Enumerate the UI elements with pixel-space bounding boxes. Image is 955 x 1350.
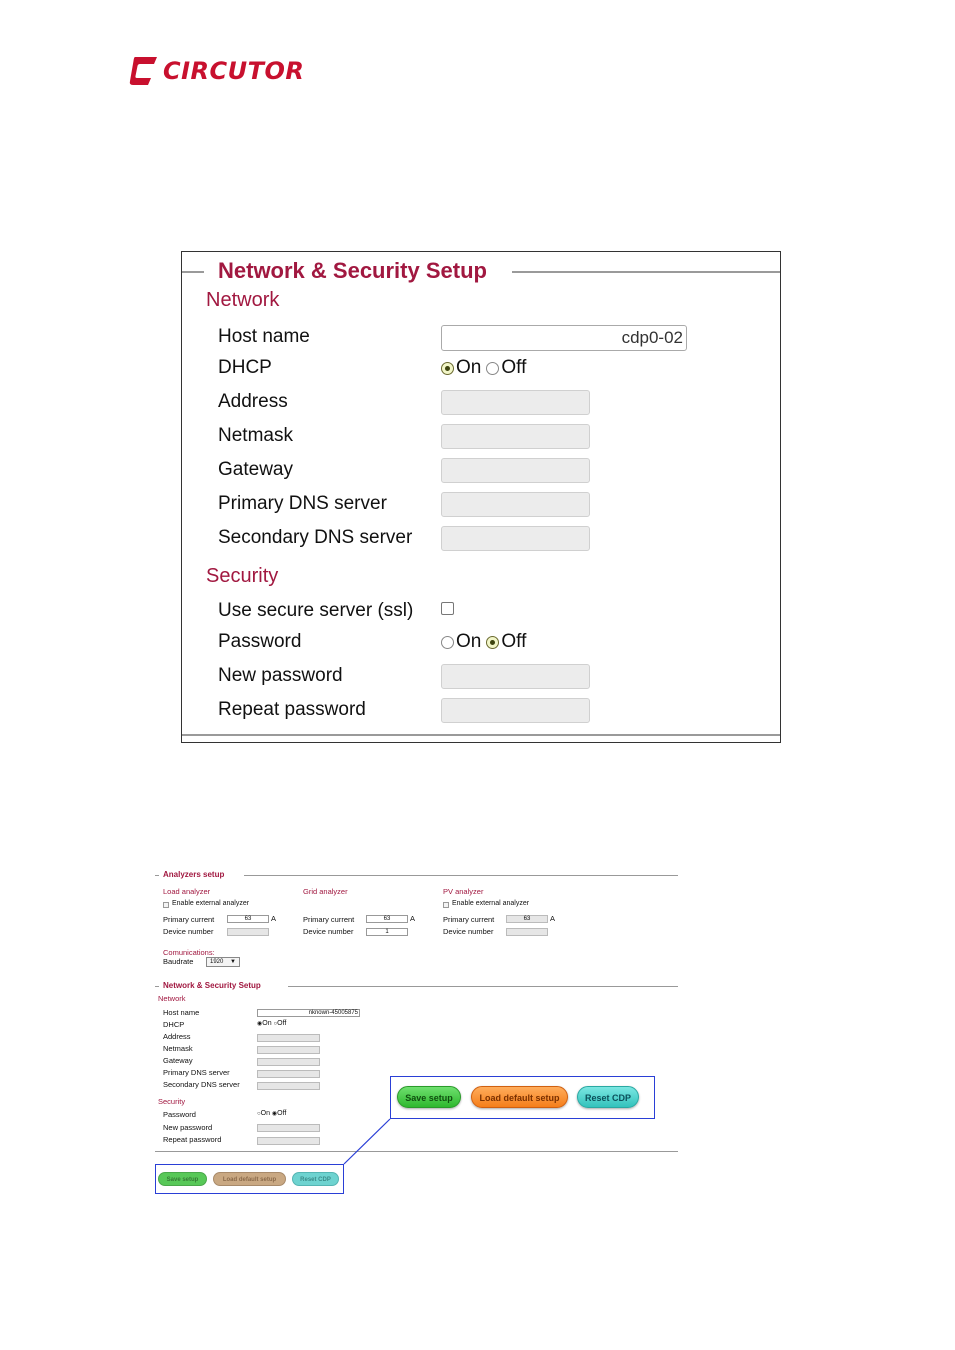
- pv-device-number-input[interactable]: [506, 928, 548, 936]
- netmask-label: Netmask: [218, 425, 293, 446]
- communications-heading: Comunications:: [163, 948, 215, 957]
- address-input[interactable]: [441, 390, 590, 415]
- small-gateway-input[interactable]: [257, 1058, 320, 1066]
- small-reset-cdp-button[interactable]: Reset CDP: [292, 1172, 339, 1186]
- dhcp-radio-group: [441, 357, 526, 379]
- gateway-input[interactable]: [441, 458, 590, 483]
- grid-unit: A: [410, 914, 416, 923]
- circutor-logo-icon: [129, 55, 159, 87]
- small-ns-title: Network & Security Setup: [163, 981, 261, 990]
- chevron-down-icon: ▼: [230, 959, 236, 965]
- load-unit: A: [271, 914, 277, 923]
- small-pw-off-label: Off: [277, 1110, 287, 1117]
- grid-analyzer-heading: Grid analyzer: [303, 887, 348, 896]
- load-primary-current-label: Primary current: [163, 915, 215, 924]
- small-dhcp-radio-group: [257, 1020, 286, 1027]
- small-dhcp-off-radio[interactable]: ○: [273, 1021, 278, 1027]
- circutor-logo: [129, 55, 304, 87]
- small-ns-line-left: [155, 986, 159, 987]
- small-dhcp-off-label: Off: [277, 1020, 287, 1027]
- gateway-label: Gateway: [218, 459, 293, 480]
- small-pw-on-radio[interactable]: ○: [257, 1111, 261, 1117]
- dhcp-label: DHCP: [218, 357, 272, 378]
- small-address-input[interactable]: [257, 1034, 320, 1042]
- small-primary-dns-input[interactable]: [257, 1070, 320, 1078]
- small-new-password-input[interactable]: [257, 1124, 320, 1132]
- pv-analyzer-heading: PV analyzer: [443, 887, 484, 896]
- small-dhcp-on-radio[interactable]: ◉: [257, 1021, 263, 1027]
- small-pw-off-radio[interactable]: ◉: [271, 1111, 278, 1117]
- small-address-label: Address: [163, 1032, 191, 1041]
- ssl-checkbox[interactable]: [441, 602, 454, 615]
- small-secondary-dns-input[interactable]: [257, 1082, 320, 1090]
- small-netmask-label: Netmask: [163, 1044, 193, 1053]
- load-device-number-label: Device number: [163, 927, 214, 936]
- small-repeat-password-label: Repeat password: [163, 1135, 222, 1144]
- small-security-heading: Security: [158, 1097, 186, 1106]
- small-netmask-input[interactable]: [257, 1046, 320, 1054]
- small-bottom-line: [155, 1151, 678, 1152]
- dhcp-on-radio[interactable]: [441, 362, 454, 375]
- pv-primary-current-input[interactable]: 63: [506, 915, 548, 923]
- new-password-input[interactable]: [441, 664, 590, 689]
- secondary-dns-input[interactable]: [441, 526, 590, 551]
- small-new-password-label: New password: [163, 1123, 213, 1132]
- network-heading: Network: [206, 289, 280, 311]
- host-name-input[interactable]: cdp0-02: [441, 325, 687, 351]
- small-pw-on-label: On: [260, 1110, 270, 1117]
- panel-title: Network & Security Setup: [218, 258, 487, 283]
- primary-dns-label: Primary DNS server: [218, 493, 387, 514]
- password-off-radio[interactable]: [486, 636, 499, 649]
- grid-primary-current-input[interactable]: 63: [366, 915, 408, 923]
- password-off-label: Off: [501, 631, 527, 652]
- repeat-password-input[interactable]: [441, 698, 590, 723]
- host-name-label: Host name: [218, 326, 310, 347]
- fieldset-bottom-line: [182, 734, 780, 736]
- dhcp-on-label: On: [456, 357, 482, 378]
- dhcp-off-label: Off: [501, 357, 527, 378]
- repeat-password-label: Repeat password: [218, 699, 366, 720]
- load-enable-label: Enable external analyzer: [172, 900, 250, 907]
- grid-primary-current-label: Primary current: [303, 915, 355, 924]
- small-primary-dns-label: Primary DNS server: [163, 1068, 230, 1077]
- network-security-panel: [181, 251, 781, 743]
- baudrate-value: 1920: [210, 959, 224, 965]
- netmask-input[interactable]: [441, 424, 590, 449]
- save-setup-button[interactable]: Save setup: [397, 1086, 461, 1108]
- baudrate-label: Baudrate: [163, 957, 194, 966]
- small-network-heading: Network: [158, 994, 186, 1003]
- load-device-number-input[interactable]: [227, 928, 269, 936]
- grid-device-number-label: Device number: [303, 927, 354, 936]
- security-heading: Security: [206, 565, 279, 587]
- fieldset-line-left: [182, 271, 204, 273]
- primary-dns-input[interactable]: [441, 492, 590, 517]
- small-dhcp-label: DHCP: [163, 1020, 185, 1029]
- load-primary-current-input[interactable]: 63: [227, 915, 269, 923]
- pv-unit: A: [550, 914, 556, 923]
- pv-primary-current-label: Primary current: [443, 915, 495, 924]
- small-host-label: Host name: [163, 1008, 200, 1017]
- callout-line: [344, 1119, 390, 1164]
- pv-device-number-label: Device number: [443, 927, 494, 936]
- analyzers-line-left: [155, 875, 159, 876]
- analyzers-title: Analyzers setup: [163, 870, 225, 879]
- new-password-label: New password: [218, 665, 343, 686]
- pv-enable-checkbox[interactable]: [443, 902, 449, 908]
- small-password-radio-group: [257, 1110, 286, 1117]
- small-host-input[interactable]: nknown-45005875: [257, 1009, 360, 1017]
- dhcp-off-radio[interactable]: [486, 362, 499, 375]
- small-password-label: Password: [163, 1110, 196, 1119]
- load-enable-checkbox[interactable]: [163, 902, 169, 908]
- analyzers-line-right: [244, 875, 678, 876]
- password-radio-group: [441, 631, 526, 653]
- small-load-default-button[interactable]: Load default setup: [213, 1172, 286, 1186]
- small-secondary-dns-label: Secondary DNS server: [163, 1080, 240, 1089]
- small-dhcp-on-label: On: [262, 1020, 272, 1027]
- small-gateway-label: Gateway: [163, 1056, 193, 1065]
- brand-name: CIRCUTOR: [163, 57, 305, 85]
- small-repeat-password-input[interactable]: [257, 1137, 320, 1145]
- address-label: Address: [218, 391, 288, 412]
- pv-enable-label: Enable external analyzer: [452, 900, 530, 907]
- password-on-label: On: [456, 631, 482, 652]
- small-save-setup-button[interactable]: Save setup: [158, 1172, 207, 1186]
- reset-cdp-button[interactable]: Reset CDP: [577, 1086, 639, 1108]
- secondary-dns-label: Secondary DNS server: [218, 527, 413, 548]
- small-ns-line-right: [288, 986, 678, 987]
- load-default-setup-button[interactable]: Load default setup: [471, 1086, 568, 1108]
- password-on-radio[interactable]: [441, 636, 454, 649]
- grid-device-number-input[interactable]: 1: [366, 928, 408, 936]
- password-label: Password: [218, 631, 302, 652]
- fieldset-line-right: [512, 271, 780, 273]
- load-analyzer-heading: Load analyzer: [163, 887, 211, 896]
- ssl-label: Use secure server (ssl): [218, 600, 414, 621]
- baudrate-select[interactable]: [206, 957, 240, 967]
